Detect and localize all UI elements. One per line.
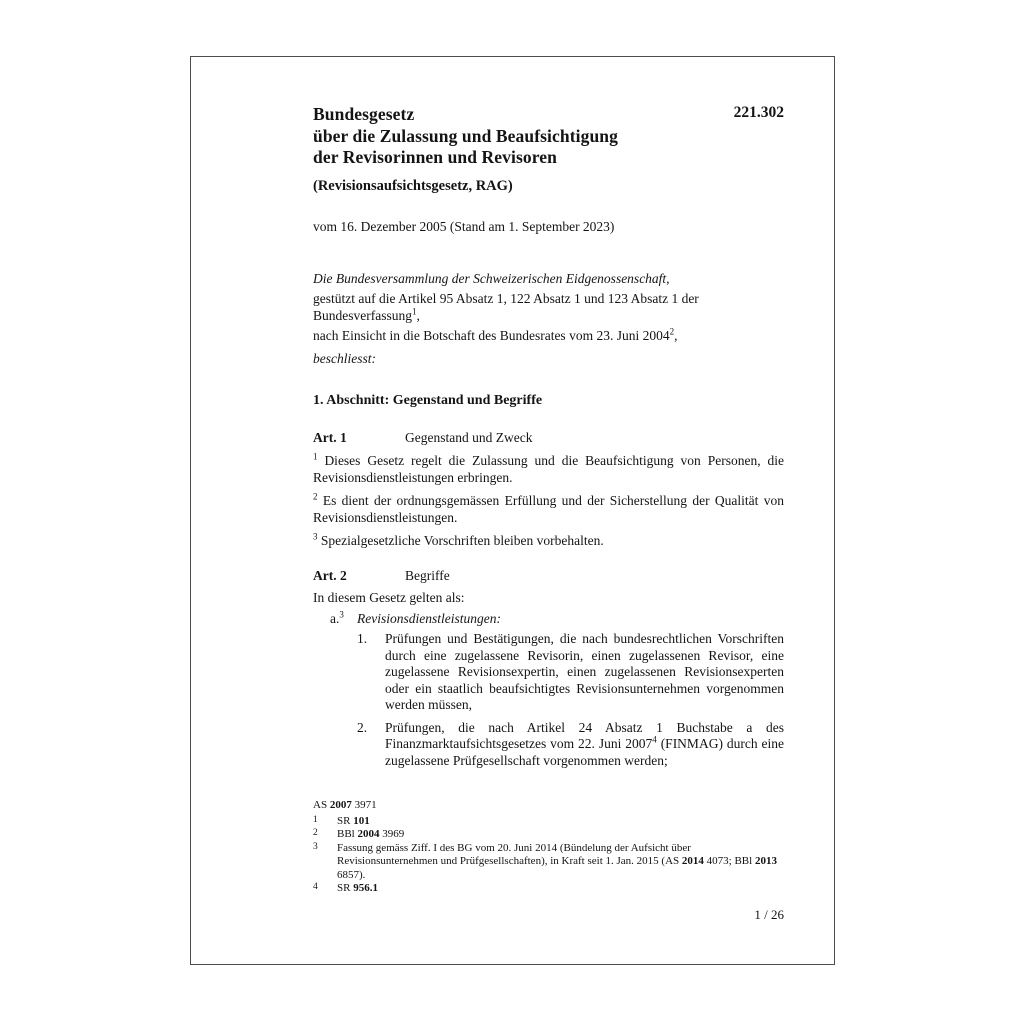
preamble-message bbox=[313, 328, 784, 345]
footnote-ref-1: 1 bbox=[411, 306, 417, 316]
preamble-authority: Die Bundesversammlung der Schweizerischen Eidgenossenschaft, bbox=[313, 270, 670, 286]
page-number: 1 / 26 bbox=[754, 907, 784, 922]
list-sub-item-1 bbox=[313, 631, 784, 714]
footnote-2-text bbox=[337, 828, 404, 840]
paragraph-1-number: 1 bbox=[313, 451, 318, 462]
footnote-4-number: 4 bbox=[313, 882, 318, 892]
title-line-2: über die Zulassung und Beaufsichtigung bbox=[313, 125, 618, 146]
preamble-message-text: nach Einsicht in die Botschaft des Bundesrates vom 23. Juni 2004 bbox=[313, 328, 670, 343]
as-year: 2007 bbox=[329, 799, 352, 811]
page-content bbox=[313, 57, 784, 769]
document-header bbox=[313, 104, 784, 195]
preamble-message-comma: , bbox=[674, 328, 678, 343]
article-2-label: Art. 2 bbox=[313, 567, 347, 583]
title-line-1: Bundesgesetz bbox=[313, 104, 415, 124]
footnote-4-prefix: SR bbox=[337, 882, 354, 894]
list-item-a-marker bbox=[330, 611, 344, 628]
law-code: 221.302 bbox=[733, 104, 784, 121]
as-page: 3971 bbox=[351, 799, 377, 811]
sub-item-1-text: Prüfungen und Bestätigungen, die nach bundesrechtlichen Vorschriften durch eine zugelassene Revisorin, einen zugelassenen Revisor, eine zugelassene Revisionsexpertin, einen zugelassenen Revisionsexperten oder ein staatlich beaufsichtigtes Revisionsunternehmen vorgenommen werden müssen, bbox=[385, 631, 784, 712]
article-1-paragraph-2 bbox=[313, 493, 784, 526]
footnote-1-text bbox=[337, 815, 370, 827]
footnote-3-year-1: 2014 bbox=[681, 855, 704, 867]
footnote-3-year-2: 2013 bbox=[754, 855, 777, 867]
footnote-3-text bbox=[337, 842, 777, 881]
footnote-2 bbox=[313, 828, 784, 842]
footnote-3-part-3: 6857). bbox=[337, 868, 366, 881]
preamble-basis bbox=[313, 291, 784, 324]
paragraph-2-text: Es dient der ordnungsgemässen Erfüllung und der Sicherstellung der Qualität von Revisionsdienstleistungen. bbox=[313, 493, 784, 525]
definitions-list bbox=[313, 611, 784, 770]
sub-item-2-text-post: (FINMAG) durch eine zugelassene Prüfgesellschaft vorgenommen werden; bbox=[385, 736, 784, 768]
title-line-3: der Revisorinnen und Revisoren bbox=[313, 147, 557, 167]
sub-item-2-number: 2. bbox=[357, 719, 368, 735]
footnote-4-text bbox=[337, 882, 378, 894]
paragraph-2-number: 2 bbox=[313, 491, 318, 502]
article-1-head bbox=[313, 430, 784, 446]
section-1-heading: 1. Abschnitt: Gegenstand und Begriffe bbox=[313, 393, 543, 408]
list-item-a bbox=[313, 611, 784, 628]
article-2-head bbox=[313, 568, 784, 584]
preamble bbox=[313, 271, 784, 368]
document-page bbox=[190, 56, 835, 965]
footnote-ref-2: 2 bbox=[669, 326, 675, 337]
list-item-a-text: Revisionsdienstleistungen: bbox=[357, 610, 501, 626]
list-item-a-letter: a. bbox=[330, 610, 340, 626]
footnote-2-year: 2004 bbox=[357, 828, 380, 840]
article-1-paragraph-1 bbox=[313, 453, 784, 486]
footnote-3 bbox=[313, 842, 784, 883]
preamble-basis-text: gestützt auf die Artikel 95 Absatz 1, 122 Absatz 1 und 123 Absatz 1 der Bundesverfassung bbox=[313, 291, 699, 323]
footnote-2-page: 3969 bbox=[379, 828, 405, 840]
list-sub-item-2 bbox=[313, 720, 784, 770]
preamble-decree: beschliesst: bbox=[313, 350, 376, 366]
article-2-title: Begriffe bbox=[405, 567, 450, 583]
article-1-title: Gegenstand und Zweck bbox=[405, 430, 533, 445]
paragraph-1-text: Dieses Gesetz regelt die Zulassung und die Beaufsichtigung von Personen, die Revisionsdienstleistungen erbringen. bbox=[313, 453, 785, 485]
footnote-ref-4: 4 bbox=[652, 734, 657, 745]
sub-item-1-number: 1. bbox=[357, 631, 368, 646]
paragraph-3-number: 3 bbox=[313, 531, 318, 542]
footnote-ref-3: 3 bbox=[339, 609, 344, 619]
as-reference-line bbox=[313, 799, 784, 813]
document-subtitle: (Revisionsaufsichtsgesetz, RAG) bbox=[313, 177, 513, 194]
article-2 bbox=[313, 568, 784, 770]
article-1-paragraph-3 bbox=[313, 533, 784, 550]
article-2-intro: In diesem Gesetz gelten als: bbox=[313, 589, 465, 605]
preamble-basis-comma: , bbox=[416, 307, 420, 323]
footnote-block bbox=[313, 799, 784, 896]
date-line: vom 16. Dezember 2005 (Stand am 1. September 2023) bbox=[313, 218, 615, 234]
footnote-2-prefix: BBl bbox=[337, 828, 358, 840]
footnote-3-part-1: Fassung gemäss Ziff. I des BG vom 20. Juni 2014 (Bündelung der Aufsicht über Revisionsunternehmen und Prüfgesellschaften), in Kraft seit 1. Jan. 2015 (AS bbox=[337, 841, 691, 867]
footnote-4-ref: 956.1 bbox=[353, 882, 378, 894]
footnote-4 bbox=[313, 882, 784, 896]
footnote-3-number: 3 bbox=[313, 841, 318, 852]
document-title bbox=[313, 104, 673, 169]
sub-item-2-text-pre: Prüfungen, die nach Artikel 24 Absatz 1 Buchstabe a des Finanzmarktaufsichtsgesetzes vom 22. Juni 2007 bbox=[385, 719, 784, 751]
paragraph-3-text: Spezialgesetzliche Vorschriften bleiben vorbehalten. bbox=[320, 533, 604, 548]
footnote-1-prefix: SR bbox=[337, 814, 354, 827]
sub-item-2-text bbox=[385, 720, 784, 768]
footnote-1-number: 1 bbox=[313, 814, 318, 825]
footnote-2-number: 2 bbox=[313, 828, 318, 838]
footnote-1 bbox=[313, 815, 784, 829]
footnote-3-part-2: 4073; BBl bbox=[703, 855, 755, 867]
article-1-label: Art. 1 bbox=[313, 430, 347, 445]
article-1 bbox=[313, 430, 784, 550]
as-prefix: AS bbox=[313, 799, 330, 811]
footnote-1-ref: 101 bbox=[353, 814, 370, 827]
